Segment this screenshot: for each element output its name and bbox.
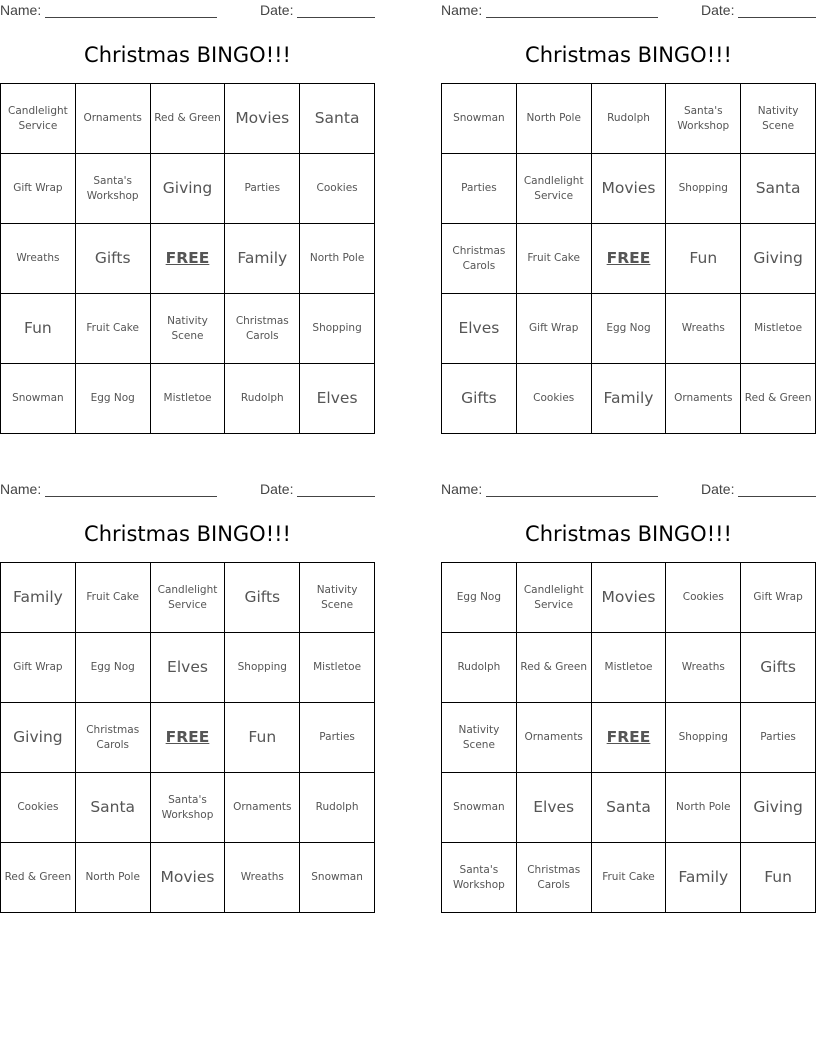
bingo-cell: Egg Nog	[442, 563, 517, 633]
bingo-cell: Rudolph	[225, 364, 300, 434]
name-label: Name:	[0, 2, 42, 18]
bingo-cell: Giving	[1, 703, 76, 773]
bingo-cell: Giving	[741, 773, 816, 843]
bingo-cell: Parties	[741, 703, 816, 773]
bingo-cell: Cookies	[300, 154, 375, 224]
bingo-cell: Ornaments	[666, 364, 741, 434]
name-label: Name:	[0, 481, 42, 497]
bingo-cell: Gifts	[442, 364, 517, 434]
bingo-cell: Gift Wrap	[517, 294, 592, 364]
bingo-cell: Rudolph	[300, 773, 375, 843]
bingo-cell: Giving	[151, 154, 226, 224]
bingo-cell: Santa's Workshop	[666, 84, 741, 154]
bingo-cell: Egg Nog	[592, 294, 667, 364]
name-line	[486, 496, 658, 497]
bingo-cell: Rudolph	[592, 84, 667, 154]
bingo-cell: Red & Green	[517, 633, 592, 703]
bingo-cell: FREE	[151, 224, 226, 294]
bingo-cell: Gift Wrap	[1, 633, 76, 703]
bingo-grid	[441, 562, 816, 913]
bingo-cell: Parties	[442, 154, 517, 224]
bingo-cell: Fun	[225, 703, 300, 773]
date-label: Date:	[260, 481, 294, 497]
bingo-cell: Fruit Cake	[76, 563, 151, 633]
bingo-cell: Red & Green	[151, 84, 226, 154]
bingo-cell: Santa	[76, 773, 151, 843]
bingo-cell: Fun	[1, 294, 76, 364]
bingo-cell: North Pole	[76, 843, 151, 913]
bingo-card	[441, 479, 816, 891]
date-line	[297, 496, 375, 497]
bingo-cell: Santa's Workshop	[76, 154, 151, 224]
date-label: Date:	[701, 481, 735, 497]
bingo-cell: North Pole	[666, 773, 741, 843]
bingo-cell: Movies	[225, 84, 300, 154]
card-title: Christmas BINGO!!!	[525, 522, 732, 546]
bingo-cell: Christmas Carols	[225, 294, 300, 364]
name-date-row	[441, 479, 816, 501]
bingo-cell: Ornaments	[517, 703, 592, 773]
bingo-cell: Nativity Scene	[442, 703, 517, 773]
bingo-cell: Cookies	[517, 364, 592, 434]
bingo-cell: Fruit Cake	[592, 843, 667, 913]
bingo-cell: Snowman	[442, 84, 517, 154]
name-date-row	[0, 479, 375, 501]
name-line	[45, 496, 217, 497]
bingo-cell: Santa	[592, 773, 667, 843]
bingo-cell: Ornaments	[225, 773, 300, 843]
bingo-cell: Shopping	[300, 294, 375, 364]
bingo-cell: Shopping	[666, 703, 741, 773]
date-line	[738, 17, 816, 18]
date-label: Date:	[260, 2, 294, 18]
bingo-card	[0, 0, 375, 407]
bingo-cell: Gifts	[76, 224, 151, 294]
date-label: Date:	[701, 2, 735, 18]
bingo-cell: Fruit Cake	[517, 224, 592, 294]
bingo-cell: Movies	[151, 843, 226, 913]
bingo-cell: Cookies	[1, 773, 76, 843]
bingo-cell: Christmas Carols	[517, 843, 592, 913]
date-line	[738, 496, 816, 497]
bingo-cell: Candlelight Service	[151, 563, 226, 633]
bingo-cell: Movies	[592, 154, 667, 224]
bingo-cell: FREE	[592, 703, 667, 773]
bingo-cell: Red & Green	[1, 843, 76, 913]
bingo-cell: Santa	[741, 154, 816, 224]
bingo-cell: North Pole	[300, 224, 375, 294]
bingo-cell: Elves	[151, 633, 226, 703]
bingo-cell: Gifts	[741, 633, 816, 703]
bingo-cell: FREE	[151, 703, 226, 773]
bingo-cell: Elves	[300, 364, 375, 434]
bingo-cell: Ornaments	[76, 84, 151, 154]
bingo-cell: Egg Nog	[76, 364, 151, 434]
bingo-cell: Santa's Workshop	[442, 843, 517, 913]
bingo-cell: Christmas Carols	[442, 224, 517, 294]
bingo-cell: Mistletoe	[592, 633, 667, 703]
name-line	[486, 17, 658, 18]
bingo-cell: Wreaths	[1, 224, 76, 294]
bingo-cell: Wreaths	[666, 294, 741, 364]
bingo-cell: FREE	[592, 224, 667, 294]
date-line	[297, 17, 375, 18]
bingo-cell: Parties	[225, 154, 300, 224]
name-line	[45, 17, 217, 18]
bingo-cell: Mistletoe	[151, 364, 226, 434]
name-date-row	[0, 0, 375, 22]
bingo-cell: Mistletoe	[300, 633, 375, 703]
card-title: Christmas BINGO!!!	[525, 43, 732, 67]
bingo-cell: Fun	[741, 843, 816, 913]
name-label: Name:	[441, 481, 483, 497]
bingo-cell: Family	[666, 843, 741, 913]
bingo-cell: Snowman	[442, 773, 517, 843]
bingo-cell: Nativity Scene	[151, 294, 226, 364]
bingo-cell: Family	[225, 224, 300, 294]
bingo-cell: Shopping	[666, 154, 741, 224]
bingo-cell: Nativity Scene	[741, 84, 816, 154]
bingo-cell: Gifts	[225, 563, 300, 633]
name-label: Name:	[441, 2, 483, 18]
bingo-cell: Christmas Carols	[76, 703, 151, 773]
bingo-cell: Fruit Cake	[76, 294, 151, 364]
bingo-cell: Red & Green	[741, 364, 816, 434]
bingo-cell: Rudolph	[442, 633, 517, 703]
bingo-cell: Egg Nog	[76, 633, 151, 703]
bingo-grid	[0, 562, 375, 913]
bingo-grid	[0, 83, 375, 434]
bingo-card	[441, 0, 816, 407]
bingo-cell: North Pole	[517, 84, 592, 154]
card-title: Christmas BINGO!!!	[84, 43, 291, 67]
bingo-cell: Family	[592, 364, 667, 434]
bingo-cell: Candlelight Service	[517, 154, 592, 224]
bingo-cell: Elves	[517, 773, 592, 843]
bingo-cell: Mistletoe	[741, 294, 816, 364]
bingo-cell: Movies	[592, 563, 667, 633]
bingo-cell: Wreaths	[225, 843, 300, 913]
bingo-cell: Cookies	[666, 563, 741, 633]
bingo-cell: Santa	[300, 84, 375, 154]
bingo-cell: Candlelight Service	[517, 563, 592, 633]
bingo-cell: Wreaths	[666, 633, 741, 703]
bingo-card	[0, 479, 375, 886]
bingo-cell: Santa's Workshop	[151, 773, 226, 843]
bingo-cell: Gift Wrap	[1, 154, 76, 224]
name-date-row	[441, 0, 816, 22]
bingo-cell: Snowman	[1, 364, 76, 434]
bingo-grid	[441, 83, 816, 434]
card-title: Christmas BINGO!!!	[84, 522, 291, 546]
bingo-cell: Parties	[300, 703, 375, 773]
bingo-cell: Nativity Scene	[300, 563, 375, 633]
bingo-cell: Gift Wrap	[741, 563, 816, 633]
bingo-cell: Shopping	[225, 633, 300, 703]
bingo-cell: Snowman	[300, 843, 375, 913]
bingo-cell: Candlelight Service	[1, 84, 76, 154]
bingo-cell: Elves	[442, 294, 517, 364]
bingo-cell: Fun	[666, 224, 741, 294]
bingo-cell: Giving	[741, 224, 816, 294]
bingo-cell: Family	[1, 563, 76, 633]
